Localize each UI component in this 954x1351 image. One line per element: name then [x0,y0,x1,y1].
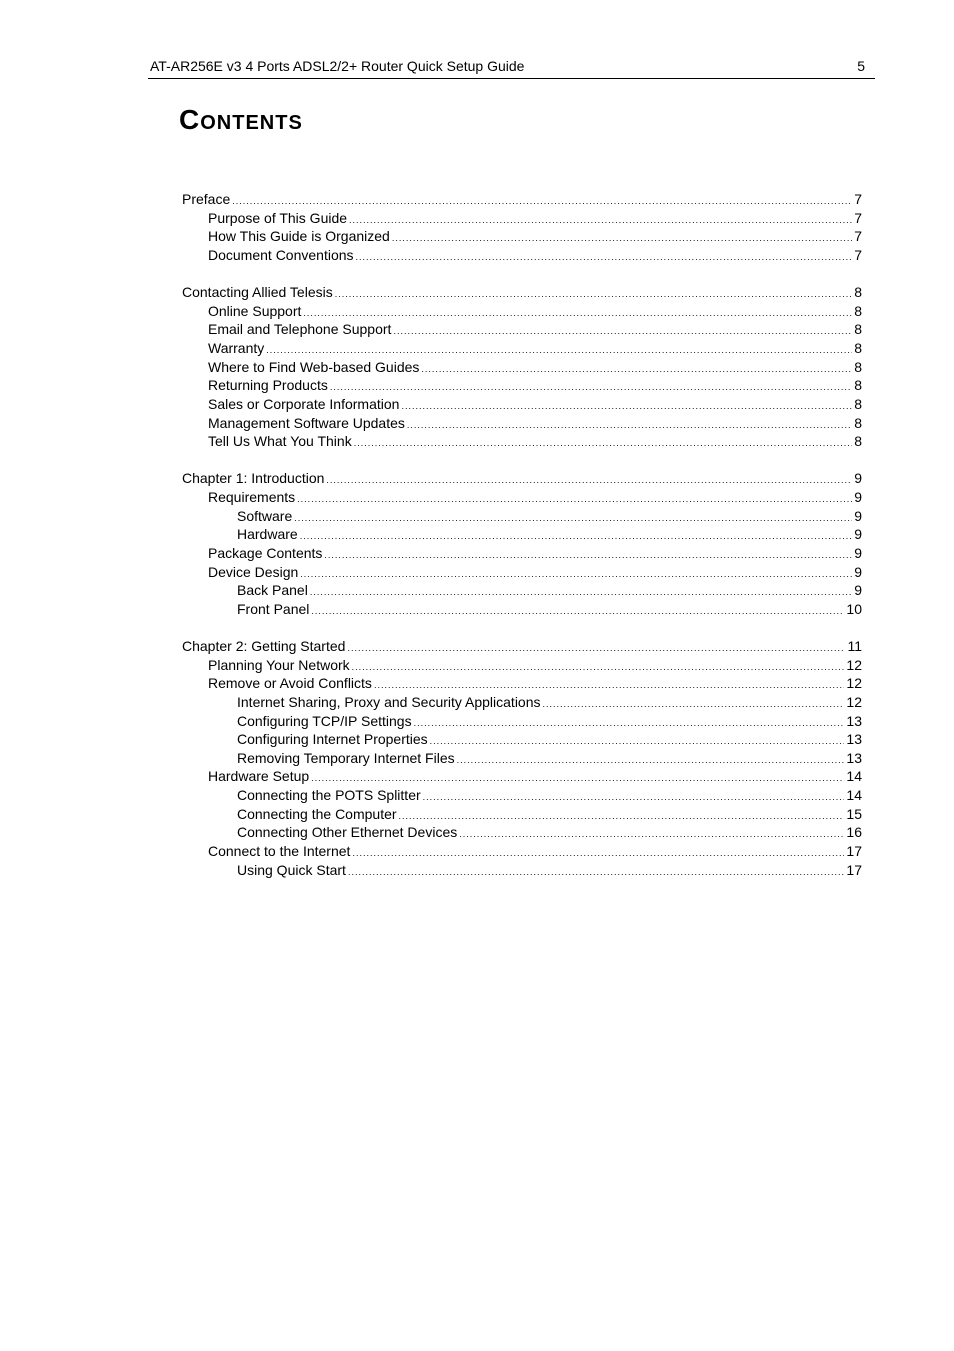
dot-leader [414,714,845,733]
dot-leader [335,285,852,304]
toc-entry[interactable] [182,469,862,488]
toc-entry-page: 11 [847,637,862,654]
toc-entry-page: 7 [854,191,862,207]
dot-leader [352,844,844,863]
toc-entry-label: Configuring TCP/IP Settings [237,712,412,729]
toc-entry-label: Hardware Setup [208,768,310,785]
toc-entry-label: Purpose of This Guide [208,209,348,226]
toc-entry-page: 12 [846,675,862,692]
toc-entry-label: Device Design [208,563,299,580]
toc-entry-label: Configuring Internet Properties [237,731,428,748]
toc-entry-label: Warranty [208,339,265,356]
dot-leader [311,602,844,621]
toc-entry-label: Sales or Corporate Information [208,395,400,412]
toc-entry-label: Document Conventions [208,246,354,263]
dot-leader [459,825,844,844]
toc-entry-page: 9 [854,563,862,580]
dot-leader [349,211,852,230]
dot-leader [430,732,845,751]
toc-entry-page: 8 [854,358,862,375]
toc-entry-page: 7 [854,246,862,263]
toc-entry-label: Package Contents [208,544,323,561]
toc-entry-page: 17 [846,843,862,859]
toc-entry[interactable] [182,693,862,712]
toc-entry-page: 10 [846,600,862,617]
toc-entry[interactable] [182,432,862,451]
toc-entry[interactable] [182,767,862,786]
dot-leader [348,863,844,882]
toc-entry-label: Connecting the Computer [237,805,397,822]
toc-entry-page: 9 [854,544,862,561]
toc-entry-label: Connecting the POTS Splitter [237,787,421,804]
toc-group [182,637,862,879]
dot-leader [401,397,852,416]
dot-leader [347,639,845,658]
toc-entry-page: 13 [846,731,862,748]
page-number: 5 [857,58,865,74]
toc-entry[interactable] [182,283,862,302]
toc-entry-page: 15 [846,805,862,822]
toc-entry[interactable] [182,730,862,749]
toc-entry-page: 8 [854,284,862,301]
dot-leader [399,807,845,826]
dot-leader [300,527,852,546]
dot-leader [300,565,852,584]
dot-leader [352,658,845,677]
toc-entry-label: Hardware [237,526,298,543]
toc-entry[interactable] [182,209,862,228]
toc-entry[interactable] [182,358,862,377]
dot-leader [543,695,845,714]
toc-entry[interactable] [182,190,862,209]
toc-entry-label: Preface [182,191,231,207]
toc-entry-page: 8 [854,377,862,394]
toc-entry[interactable] [182,674,862,693]
toc-entry[interactable] [182,861,862,880]
dot-leader [423,788,845,807]
toc-entry[interactable] [182,637,862,656]
toc-entry[interactable] [182,339,862,358]
toc-entry-label: Software [237,507,293,524]
toc-entry[interactable] [182,525,862,544]
dot-leader [457,751,845,770]
toc-entry[interactable] [182,563,862,582]
toc-entry-label: Connecting Other Ethernet Devices [237,824,458,841]
toc-entry[interactable] [182,544,862,563]
dot-leader [407,416,852,435]
toc-entry-page: 7 [854,209,862,226]
dot-leader [330,378,852,397]
toc-entry-page: 8 [854,302,862,319]
toc-entry[interactable] [182,842,862,861]
toc-entry[interactable] [182,246,862,265]
toc-entry[interactable] [182,488,862,507]
toc-entry[interactable] [182,581,862,600]
toc-entry-page: 17 [846,861,862,878]
toc-group [182,190,862,265]
toc-entry-page: 9 [854,526,862,543]
toc-entry-page: 9 [854,488,862,505]
toc-entry[interactable] [182,656,862,675]
toc-entry-label: Returning Products [208,377,328,394]
toc-entry-label: Removing Temporary Internet Files [237,749,455,766]
toc-entry-label: Tell Us What You Think [208,433,352,450]
toc-entry-label: Internet Sharing, Proxy and Security Applications [237,693,541,710]
toc-entry-label: Front Panel [237,600,310,617]
toc-entry[interactable] [182,600,862,619]
toc-entry-label: Remove or Avoid Conflicts [208,675,372,692]
toc-entry-label: Where to Find Web-based Guides [208,358,420,375]
toc-group [182,469,862,618]
toc-entry[interactable] [182,749,862,768]
dot-leader [324,546,852,565]
dot-leader [393,322,852,341]
dot-leader [421,360,852,379]
toc-group [182,283,862,451]
toc-entry-page: 13 [846,749,862,766]
toc-entry-page: 12 [846,656,862,673]
toc-entry-page: 9 [854,507,862,524]
toc-entry-page: 8 [854,339,862,356]
dot-leader [356,248,852,267]
contents-heading: Contents [179,104,303,135]
toc-entry[interactable] [182,395,862,414]
toc-entry[interactable] [182,786,862,805]
toc-entry[interactable] [182,507,862,526]
toc-entry-page: 13 [846,712,862,729]
toc-entry[interactable] [182,805,862,824]
page-header [148,56,875,79]
toc-entry-label: Planning Your Network [208,656,350,673]
toc-entry-label: Back Panel [237,582,308,599]
toc-entry-page: 8 [854,395,862,412]
toc-entry-page: 7 [854,228,862,245]
document-title: AT-AR256E v3 4 Ports ADSL2/2+ Router Quick Setup Guide [150,58,525,74]
toc-entry[interactable] [182,227,862,246]
toc-entry[interactable] [182,376,862,395]
toc-entry[interactable] [182,712,862,731]
toc-entry-label: Using Quick Start [237,861,346,878]
toc-entry[interactable] [182,414,862,433]
toc-entry-page: 9 [854,582,862,599]
toc-entry-page: 16 [846,824,862,841]
dot-leader [310,583,852,602]
toc-entry-label: Management Software Updates [208,414,405,431]
toc-entry-page: 8 [854,414,862,431]
toc-entry-page: 14 [846,787,862,804]
table-of-contents [182,190,862,898]
dot-leader [326,471,852,490]
toc-entry-label: Requirements [208,488,296,505]
toc-entry[interactable] [182,302,862,321]
toc-entry-label: Email and Telephone Support [208,321,392,338]
toc-entry-label: Chapter 1: Introduction [182,470,325,487]
toc-entry-label: How This Guide is Organized [208,228,390,245]
toc-entry-page: 14 [846,768,862,785]
toc-entry-label: Contacting Allied Telesis [182,284,333,301]
toc-entry-label: Connect to the Internet [208,843,351,859]
toc-entry[interactable] [182,320,862,339]
toc-entry-label: Online Support [208,302,302,319]
toc-entry-page: 12 [846,693,862,710]
toc-entry-page: 8 [854,321,862,338]
dot-leader [294,509,852,528]
dot-leader [392,229,852,248]
dot-leader [354,434,852,453]
toc-entry[interactable] [182,823,862,842]
dot-leader [297,490,852,509]
toc-entry-page: 9 [854,470,862,487]
toc-entry-label: Chapter 2: Getting Started [182,637,346,654]
toc-entry-page: 8 [854,433,862,450]
